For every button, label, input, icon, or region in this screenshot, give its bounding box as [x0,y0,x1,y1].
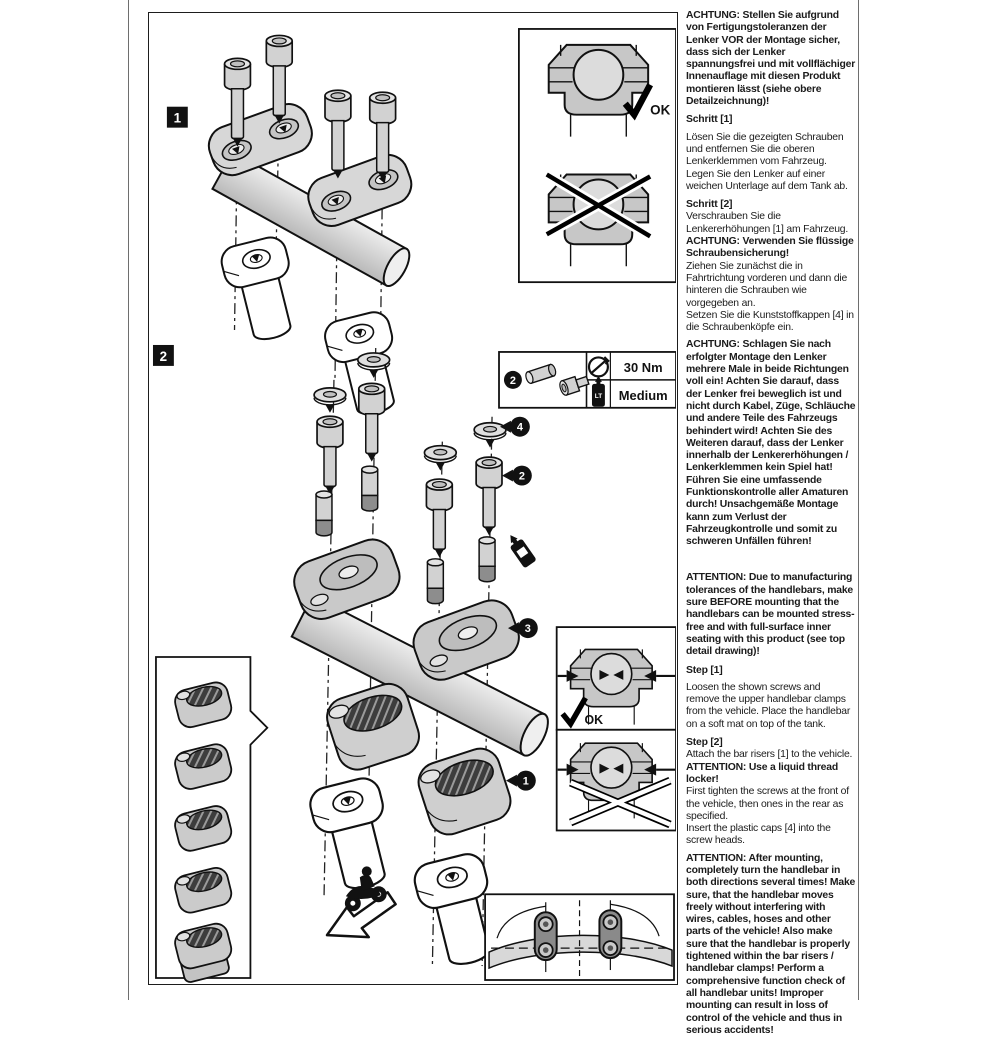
page-margin-rule-right [858,0,859,1000]
svg-text:1: 1 [522,775,529,788]
diagram-svg [149,13,676,983]
de-step2-heading: Schritt [2] [686,199,733,211]
step2-marker [153,345,174,366]
clamp-topview-left [535,912,557,960]
en-step2-heading: Step [2] [686,737,723,749]
clamp-alignment-inset [557,627,676,830]
handlebar-topview-inset [485,894,674,980]
main-diagram [148,12,678,985]
instructions-german [686,10,856,548]
svg-text:2: 2 [509,374,516,387]
de-step1-text: Lösen Sie die gezeigten Schrauben und entfernen Sie die oberen Lenkerklemmen vom Fahrzeug. Legen Sie den Lenker auf einer weichen Unterlage auf dem Tank ab. [686,131,848,192]
en-threadlocker-warning: ATTENTION: Use a liquid thread locker! [686,761,838,785]
callout-parts-box-screw [504,371,522,389]
de-final-warning: ACHTUNG: Schlagen Sie nach erfolgter Montage den Lenker mehrere Male in beide Richtungen voll ein! Achten Sie darauf, dass der Lenker frei beweglich ist und nicht durch Kabel, Züge, Schläuche und andere Teile des Fahrzeugs behindert wird! Achten Sie des Weiteren darauf, dass der Lenker innerhalb der Lenkererhöhungen / Lenkerklemmen kein Spiel hat! Führen Sie eine umfassende Funktionskontrolle aller Amaturen durch! Unsachgemäße Montage kann zum Verlust der Fahrzeugkontrolle und somit zu schweren Unfällen führen! [686,339,856,548]
torque-spec: 30 Nm [623,359,663,375]
de-step2-text: Verschrauben Sie die Lenkererhöhungen [1] am Fahrzeug. [686,211,849,235]
riser-sizes-inset [156,657,267,983]
step1-marker [167,107,188,128]
detail-inset-correct-seating [519,29,676,282]
en-warning-intro: ATTENTION: Due to manufacturing tolerances of the handlebars, make sure BEFORE mounting that the handlebars can be mounted stress-free and with full-surface inner seating with this product (see top detail drawing)! [686,572,855,658]
ok-label-mid: OK [584,712,604,727]
en-step2-text: Attach the bar risers [1] to the vehicle. [686,749,853,761]
de-tighten-text: Ziehen Sie zunächst die in Fahrtrichtung vorderen und dann die hinteren die Schrauben wie vorgegeben an. [686,260,848,309]
svg-text:2: 2 [159,348,168,364]
svg-text:3: 3 [524,623,531,636]
clamp-topview-right [599,910,621,958]
parts-spec-box [499,352,676,408]
callout-screw [502,466,532,486]
de-warning-intro: ACHTUNG: Stellen Sie aufgrund von Fertigungstoleranzen der Lenker VOR der Montage sicher, dass sich der Lenker spannungsfrei und mit vollflächiger Innenauflage mit diesen Produkt montieren lässt (siehe obere Detailzeichnung)! [686,10,856,108]
plastic-caps [314,353,506,471]
svg-text:2: 2 [518,470,525,483]
page-margin-rule-left [128,0,129,1000]
svg-text:1: 1 [173,110,182,126]
en-step1-text: Loosen the shown screws and remove the upper handlebar clamps from the vehicle. Place the handlebar on a soft mat on top of the tank. [686,681,851,730]
threadlocker-bottle-icon-2 [504,531,537,569]
en-caps-text: Insert the plastic caps [4] into the screw heads. [686,823,831,847]
en-tighten-text: First tighten the screws at the front of the vehicle, then ones in the rear as specified. [686,786,849,822]
instructions-column [686,10,856,1037]
en-step1-heading: Step [1] [686,664,723,676]
svg-text:4: 4 [516,421,523,434]
de-threadlocker-warning: ACHTUNG: Verwenden Sie flüssige Schraubensicherung! [686,236,854,260]
svg-text:LT: LT [594,392,603,400]
ok-label-top: OK [650,102,671,118]
de-caps-text: Setzen Sie die Kunststoffkappen [4] in die Schraubenköpfe ein. [686,309,854,334]
en-final-warning: ATTENTION: After mounting, completely turn the handlebar in both directions several times! Make sure, that the handlebar moves freely without interfering with wires, cables, hoses and other parts of the vehicle! Also make sure that the handlebar is properly tightened within the bar risers / handlebar clamps! Perform a comprehensive function check of all handlebar units! Improper mounting can result in loss of control of the vehicle and thus in serious accidents! [686,852,856,1036]
riser-screws [317,383,502,557]
motorcycle-direction-arrow-icon [327,866,396,937]
de-step1-heading: Schritt [1] [686,114,733,126]
callout-riser [506,771,536,791]
instructions-english [686,572,856,1037]
threadlocker-spec: Medium [618,387,668,403]
